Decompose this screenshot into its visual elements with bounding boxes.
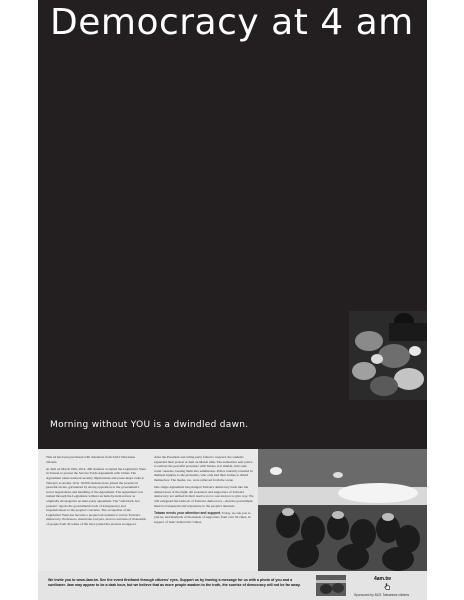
hand-cursor-icon [384,583,391,590]
footer-bar [38,571,427,600]
poster [38,0,427,600]
footer-invitation: We invite you to www.4am.tw. See the event firsthand through citizens' eyes. Support us by leaving a message for us with a photo of you and a sunflower. 4am may appear to be a dark hour, but we believe that as more people awaken to the truth, the sunrise of democracy will not be far away. [48,578,301,587]
protest-photo-small [349,311,427,400]
call-to-action: Taiwan needs your attention and support. [154,510,222,515]
lower-section [38,449,427,600]
article-column-2 [154,455,254,527]
tagline: Morning without YOU is a dwindled dawn. [50,420,249,430]
paragraph [154,511,254,525]
sponsor-credit: Sponsored by 3621 Taiwanese citizens [354,593,410,597]
page-title: Democracy at 4 am [50,2,414,43]
article-panel [38,449,258,571]
article-column-1 [46,455,146,529]
website-link[interactable]: 4am.tw [374,576,391,582]
paragraph: One single Agreement has plunged Taiwan's democracy back into the darkest hour of the night. All protesters and supporters of Taiwan's democracy are unified in their resolve not to rest and not to give way. We will safeguard the bedrock of Taiwan's democracy—that the government must be transparent and responsive to the people's interests. [154,485,254,508]
paragraph: This ad has been purchased with donations from 3,621 Taiwanese citizens. [46,455,136,464]
paragraph: At 4am on March 19th, 2014, 400 students occupied the Legislative Yuan in Taiwan to protest the Service Trade Agreement with China. The Agreement raises national security implications and poses major risks to Taiwan's economy. Over 10,000 students have joined the protests in peaceful sit-ins, galvanized by strong opposition to the government's secret negotiations and handling of the Agreement. The Agreement was rushed through the Legislature without an item-by-item review as originally envisaged in an inter-party agreement. The "anti-black box protests" rejects the government's lack of transparency and responsiveness to the people's concerns. The occupation of the Legislative Yuan has become a people's movement to revive Taiwan's democracy. Professors, musicians, lawyers, doctors and tens of thousands of people from all walks of life have joined the protests in support. [46,466,146,526]
paragraph-tail: Today, we ask you to join us, and hundreds of thousands of supporters from over 50 cities, in support of basic democratic values. [154,510,251,524]
footer-photo-thumbnail [316,575,346,596]
paragraph: After the President and ruling party failed to respond, the students expanded their protest at 4am on March 24th. The authorities sent police to remove the peaceful protesters with batons, riot shields, bolts and water cannons, beating them into submission. Police brutality resulted in multiple injuries to the protesters, who only had their bodies to shield themselves. The media, too, were removed from the scene. [154,455,253,482]
protest-photo-large [258,449,427,571]
